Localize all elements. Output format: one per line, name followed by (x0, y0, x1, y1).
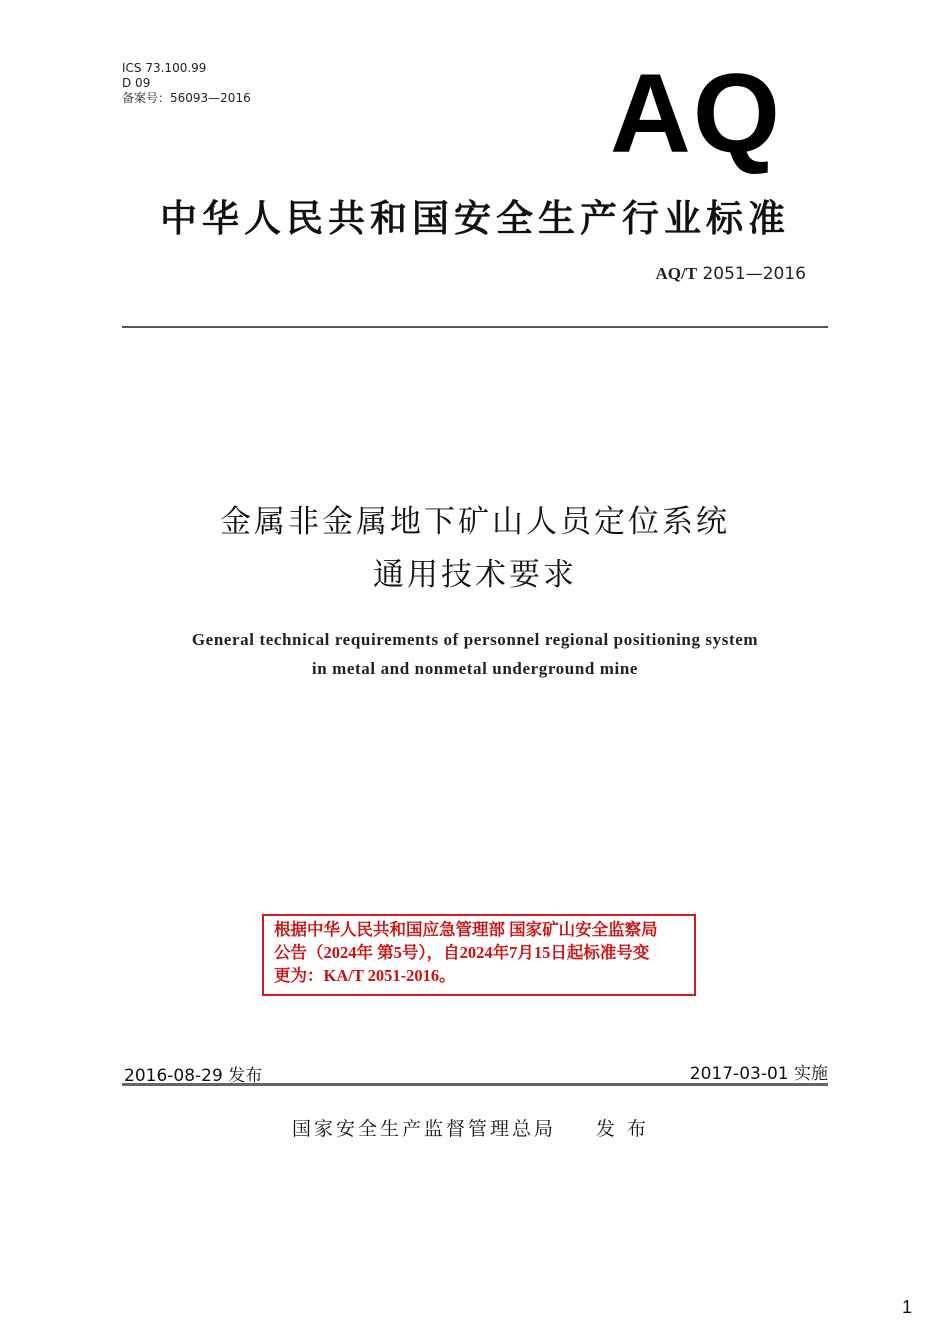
renumber-notice-stamp (262, 914, 696, 996)
category-code: D 09 (122, 76, 151, 90)
standard-prefix: AQ/T (655, 264, 698, 283)
bottom-divider (122, 1083, 828, 1086)
record-number: 备案号：56093—2016 (122, 91, 251, 105)
issue-date: 2016-08-29 发布 (124, 1066, 263, 1086)
industry-standard-title: 中华人民共和国安全生产行业标准 (160, 197, 790, 240)
title-en-line1: General technical requirements of personnel regional positioning system (191, 630, 759, 649)
standard-number (656, 264, 807, 284)
document-title-cn (0, 496, 950, 602)
standard-code: 2051—2016 (702, 264, 806, 284)
aq-logo: AQ (610, 51, 782, 176)
header-meta (122, 61, 251, 106)
notice-line3: 更为：KA/T 2051-2016。 (274, 966, 456, 985)
implementation-date: 2017-03-01 实施 (689, 1064, 828, 1084)
title-en-line2: in metal and nonmetal underground mine (311, 659, 639, 678)
top-divider (122, 326, 828, 328)
page-number: 1 (901, 1297, 912, 1317)
notice-line1: 根据中华人民共和国应急管理部 国家矿山安全监察局 (274, 920, 658, 939)
publish-action: 发布 (596, 1118, 659, 1140)
publisher-name: 国家安全生产监督管理总局 (292, 1118, 557, 1140)
notice-line2: 公告（2024年 第5号），自2024年7月15日起标准号变 (274, 943, 650, 962)
title-cn-line2: 通用技术要求 (373, 557, 577, 593)
title-cn-line1: 金属非金属地下矿山人员定位系统 (220, 504, 730, 540)
document-title-en (0, 625, 950, 683)
publisher-line (292, 1114, 658, 1141)
ics-code: ICS 73.100.99 (122, 61, 207, 75)
